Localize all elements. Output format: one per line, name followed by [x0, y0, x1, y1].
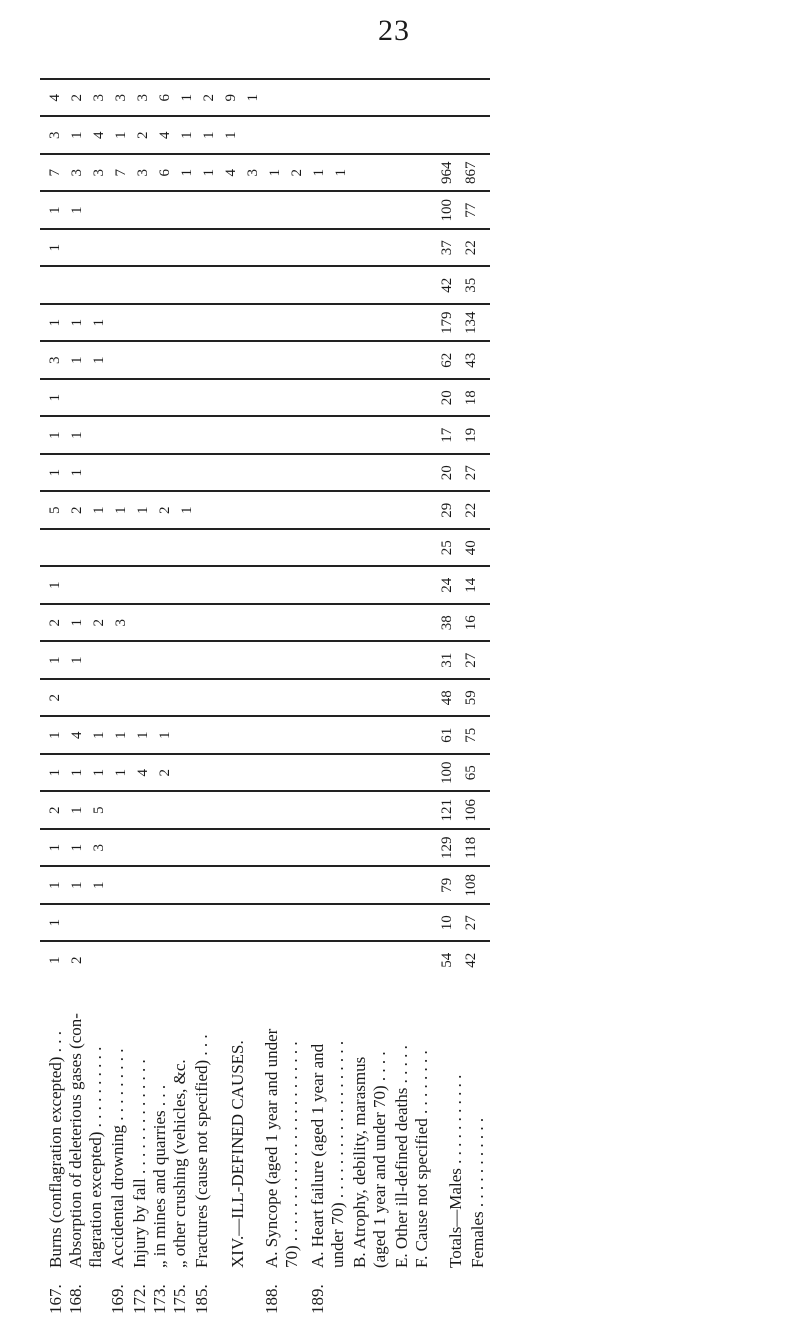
data-cell: 1: [47, 769, 63, 777]
data-cell: 1: [69, 881, 85, 889]
total-females: 75: [463, 727, 479, 743]
data-cell: 4: [91, 131, 107, 139]
data-column: [40, 866, 490, 904]
data-cell: 2: [157, 506, 173, 514]
data-cell: 2: [47, 694, 63, 702]
data-cell: 1: [69, 806, 85, 814]
row-text: Injury by fall . . . . . . . . . . . . . .: [130, 1059, 149, 1268]
data-column: [40, 641, 490, 679]
row-text: B. Atrophy, debility, marasmus: [350, 1056, 369, 1268]
data-cell: 1: [135, 506, 151, 514]
data-cell: 2: [91, 619, 107, 627]
data-column: [40, 528, 490, 566]
total-females: 65: [463, 765, 479, 781]
total-females: 27: [463, 652, 479, 668]
data-cell: 2: [157, 769, 173, 777]
row-label: [86, 1047, 106, 1314]
data-cell: 6: [157, 94, 173, 102]
data-cell: 2: [47, 806, 63, 814]
data-cell: 1: [69, 431, 85, 439]
data-column: [40, 828, 490, 866]
data-cell: 6: [157, 169, 173, 177]
data-cell: 1: [69, 131, 85, 139]
data-column: [40, 153, 490, 191]
data-column: [40, 453, 490, 491]
data-cell: 1: [47, 319, 63, 327]
data-cell: 1: [91, 769, 107, 777]
data-cell: 5: [91, 806, 107, 814]
data-cell: 1: [91, 319, 107, 327]
data-cell: 2: [47, 619, 63, 627]
row-text: Absorption of deleterious gases (con-: [66, 1013, 85, 1268]
data-cell: 1: [113, 769, 129, 777]
data-column: [40, 903, 490, 941]
data-column: [40, 228, 490, 266]
rotated-table: [40, 78, 490, 1318]
row-text: (aged 1 year and under 70) . . . .: [370, 1051, 389, 1268]
row-text: E. Other ill-defined deaths . . . . .: [392, 1045, 411, 1268]
total-females: 22: [463, 240, 479, 256]
total-females: 40: [463, 540, 479, 556]
row-code: 167.: [46, 1284, 65, 1314]
data-column: [40, 566, 490, 604]
total-males: 20: [439, 465, 455, 481]
data-column: [40, 266, 490, 304]
data-cell: 1: [69, 619, 85, 627]
total-males: 38: [439, 615, 455, 631]
row-code: 168.: [66, 1284, 85, 1314]
data-column: [40, 341, 490, 379]
data-cell: 1: [113, 131, 129, 139]
data-cell: 7: [47, 169, 63, 177]
data-cell: 2: [135, 131, 151, 139]
row-label: [170, 1059, 190, 1314]
data-cell: 1: [69, 319, 85, 327]
row-labels: [46, 984, 486, 1314]
total-males: 54: [439, 952, 455, 968]
total-females: 42: [463, 952, 479, 968]
row-text: Totals—Males . . . . . . . . . . .: [446, 1074, 465, 1268]
data-cell: 1: [333, 169, 349, 177]
data-cell: 1: [47, 394, 63, 402]
total-males: 29: [439, 502, 455, 518]
row-label: [328, 1041, 348, 1314]
total-males: 79: [439, 877, 455, 893]
row-label: [108, 1048, 128, 1314]
data-column: [40, 416, 490, 454]
data-cell: 1: [47, 206, 63, 214]
total-females: 77: [463, 202, 479, 218]
data-cell: 1: [47, 469, 63, 477]
total-males: 100: [439, 761, 455, 784]
data-cell: 1: [91, 731, 107, 739]
data-column: [40, 303, 490, 341]
row-code: 175.: [170, 1284, 189, 1314]
total-males: 48: [439, 690, 455, 706]
data-cell: 3: [135, 94, 151, 102]
data-grid: [40, 78, 490, 978]
row-text: F. Cause not specified . . . . . . . .: [412, 1050, 431, 1268]
row-label: [350, 1057, 370, 1314]
data-cell: 2: [201, 94, 217, 102]
total-females: 27: [463, 915, 479, 931]
data-cell: 1: [69, 356, 85, 364]
data-cell: 3: [135, 169, 151, 177]
total-males: 42: [439, 277, 455, 293]
data-cell: 1: [245, 94, 261, 102]
data-cell: 2: [69, 956, 85, 964]
row-text: Accidental drowning . . . . . . . . .: [108, 1048, 127, 1268]
data-cell: 1: [47, 956, 63, 964]
data-column: [40, 791, 490, 829]
row-code: 189.: [308, 1284, 327, 1314]
data-cell: 4: [135, 769, 151, 777]
data-cell: 1: [47, 656, 63, 664]
data-cell: 9: [223, 94, 239, 102]
row-label: [262, 1029, 282, 1314]
data-column: [40, 78, 490, 116]
total-females: 22: [463, 502, 479, 518]
data-cell: 1: [91, 356, 107, 364]
row-text: „ in mines and quarries . . .: [150, 1084, 169, 1268]
data-column: [40, 941, 490, 979]
data-cell: 1: [69, 469, 85, 477]
data-cell: 3: [91, 844, 107, 852]
row-label: [446, 1075, 466, 1314]
data-cell: 2: [69, 506, 85, 514]
row-text: „ other crushing (vehicles, &c.: [170, 1059, 189, 1268]
data-cell: 1: [47, 431, 63, 439]
total-females: 108: [463, 874, 479, 897]
total-males: 62: [439, 352, 455, 368]
data-cell: 1: [47, 581, 63, 589]
total-males: 61: [439, 727, 455, 743]
data-column: [40, 491, 490, 529]
row-text: flagration excepted) . . . . . . . . . .: [86, 1046, 105, 1268]
data-cell: 3: [113, 619, 129, 627]
total-males: 37: [439, 240, 455, 256]
data-cell: 3: [69, 169, 85, 177]
data-column: [40, 678, 490, 716]
data-cell: 7: [113, 169, 129, 177]
total-males: 10: [439, 915, 455, 931]
row-label: [468, 1118, 488, 1314]
data-cell: 1: [179, 131, 195, 139]
data-cell: 1: [47, 881, 63, 889]
total-females: 106: [463, 799, 479, 822]
row-text: 70) . . . . . . . . . . . . . . . . . . . . . . . .: [282, 1041, 301, 1268]
data-cell: 3: [47, 131, 63, 139]
total-males: 31: [439, 652, 455, 668]
total-females: 59: [463, 690, 479, 706]
data-cell: 2: [289, 169, 305, 177]
row-label: [66, 1013, 86, 1314]
data-cell: 4: [223, 169, 239, 177]
row-text: A. Heart failure (aged 1 year and: [308, 1043, 327, 1268]
row-label: [46, 1031, 66, 1314]
data-cell: 3: [113, 94, 129, 102]
row-text: Females . . . . . . . . . . .: [468, 1117, 487, 1268]
data-cell: 1: [91, 881, 107, 889]
data-cell: 1: [179, 94, 195, 102]
data-cell: 1: [201, 169, 217, 177]
total-males: 964: [439, 161, 455, 184]
total-females: 35: [463, 277, 479, 293]
data-cell: 1: [47, 919, 63, 927]
row-label: [370, 1051, 390, 1314]
data-cell: 1: [223, 131, 239, 139]
data-cell: 1: [201, 131, 217, 139]
row-label: [130, 1059, 150, 1314]
data-cell: 5: [47, 506, 63, 514]
row-label: [228, 1040, 248, 1314]
data-cell: 1: [135, 731, 151, 739]
total-females: 134: [463, 311, 479, 334]
row-text: XIV.—ILL-DEFINED CAUSES.: [228, 1040, 247, 1268]
page-number: 23: [378, 14, 410, 47]
total-females: 867: [463, 161, 479, 184]
row-text: Burns (conflagration excepted) . . .: [46, 1031, 65, 1268]
data-cell: 3: [91, 169, 107, 177]
data-cell: 1: [311, 169, 327, 177]
row-code: 173.: [150, 1284, 169, 1314]
row-code: 169.: [108, 1284, 127, 1314]
row-label: [192, 1034, 212, 1314]
data-cell: 1: [179, 169, 195, 177]
data-cell: 1: [47, 244, 63, 252]
data-cell: 3: [91, 94, 107, 102]
total-females: 19: [463, 427, 479, 443]
row-label: [392, 1045, 412, 1314]
total-males: 129: [439, 836, 455, 859]
total-females: 27: [463, 465, 479, 481]
data-column: [40, 753, 490, 791]
total-females: 14: [463, 577, 479, 593]
row-code: 185.: [192, 1284, 211, 1314]
data-cell: 4: [157, 131, 173, 139]
data-cell: 1: [47, 844, 63, 852]
data-column: [40, 378, 490, 416]
data-cell: 1: [113, 506, 129, 514]
data-cell: 1: [69, 656, 85, 664]
data-cell: 4: [69, 731, 85, 739]
total-males: 121: [439, 799, 455, 822]
data-cell: 1: [179, 506, 195, 514]
data-cell: 1: [157, 731, 173, 739]
data-column: [40, 116, 490, 154]
total-males: 17: [439, 427, 455, 443]
data-cell: 1: [69, 844, 85, 852]
data-column: [40, 716, 490, 754]
row-text: Fractures (cause not specified) . . .: [192, 1034, 211, 1268]
row-label: [308, 1044, 328, 1314]
total-males: 20: [439, 390, 455, 406]
data-cell: 1: [267, 169, 283, 177]
total-males: 100: [439, 199, 455, 222]
row-code: 188.: [262, 1284, 281, 1314]
total-females: 43: [463, 352, 479, 368]
data-cell: 1: [69, 769, 85, 777]
data-cell: 1: [47, 731, 63, 739]
total-females: 18: [463, 390, 479, 406]
data-cell: 3: [245, 169, 261, 177]
data-column: [40, 603, 490, 641]
row-code: 172.: [130, 1284, 149, 1314]
data-cell: 3: [47, 356, 63, 364]
data-cell: 4: [47, 94, 63, 102]
total-males: 25: [439, 540, 455, 556]
data-column: [40, 191, 490, 229]
data-cell: 1: [113, 731, 129, 739]
row-text: A. Syncope (aged 1 year and under: [262, 1028, 281, 1268]
row-label: [282, 1041, 302, 1314]
row-label: [412, 1050, 432, 1314]
total-females: 16: [463, 615, 479, 631]
total-females: 118: [463, 836, 479, 859]
row-label: [150, 1085, 170, 1314]
total-males: 24: [439, 577, 455, 593]
data-cell: 1: [69, 206, 85, 214]
total-males: 179: [439, 311, 455, 334]
data-cell: 1: [91, 506, 107, 514]
row-text: under 70) . . . . . . . . . . . . . . . . . . .: [328, 1040, 347, 1268]
data-cell: 2: [69, 94, 85, 102]
